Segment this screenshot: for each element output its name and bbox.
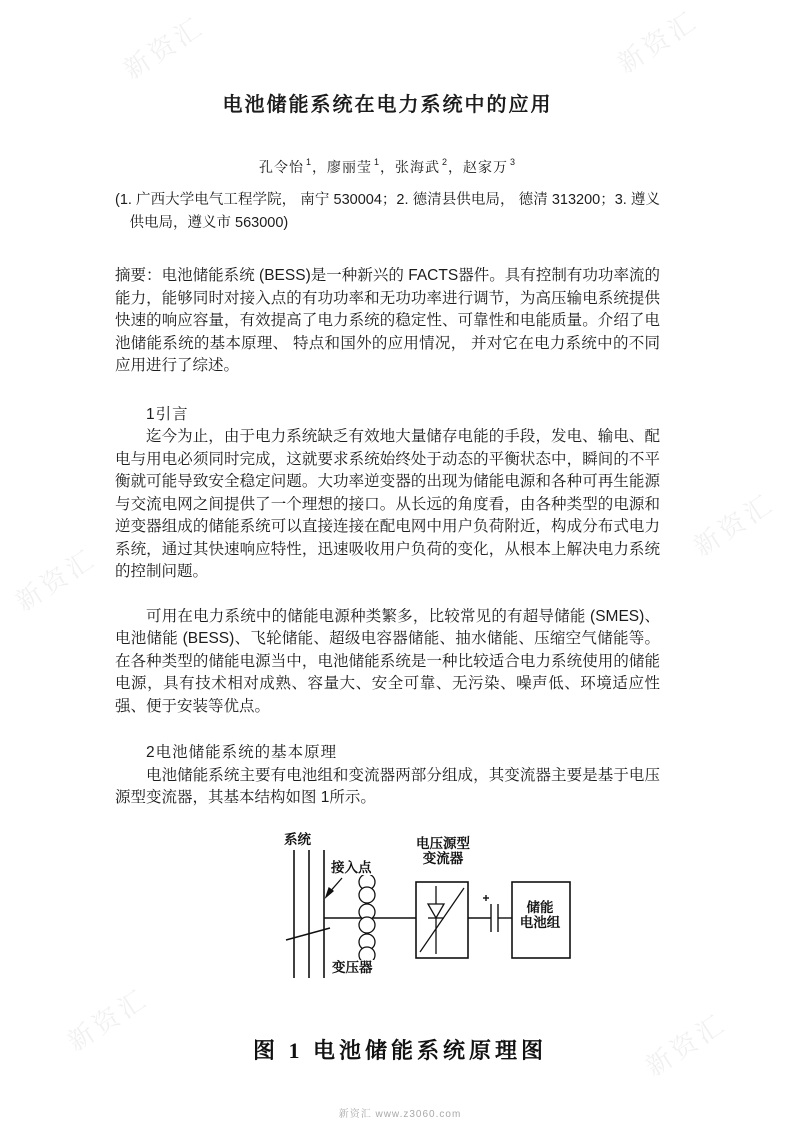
section-1-paragraph-1: 迄今为止，由于电力系统缺乏有效地大量储存电能的手段，发电、输电、配电与用电必须同时完成，这就要求系统始终处于动态的平衡状态中，瞬间的不平衡就可能导致安全稳定问题。大功率逆变器的出现为储能电源和各种可再生能源与交流电网之间提供了一个理想的接口。从长远的角度看，由各种类型的电源和逆变器组成的储能系统可以直接连接在配电网中用户负荷附近，构成分布式电力系统，通过其快速响应特性，迅速吸收用户负荷的变化，从根本上解决电力系统的控制问题。	[115, 428, 660, 580]
figure-label-transformer: 变压器	[332, 959, 373, 975]
watermark: 新资汇	[639, 1007, 732, 1082]
connection-point-arrow	[326, 878, 342, 897]
figure-1-caption: 图 1 电池储能系统原理图	[253, 1037, 548, 1063]
author: 孔令怡 $^1$	[258, 157, 312, 175]
author-sup: 1	[305, 157, 312, 168]
watermark: 新资汇	[61, 982, 154, 1057]
page-content	[115, 88, 660, 1065]
author: 赵家万 $^3$	[463, 157, 517, 175]
section-1-paragraph-2: 可用在电力系统中的储能电源种类繁多，比较常见的有超导储能 (SMES)、电池储能 (BESS)、飞轮储能、超级电容器储能、抽水储能、压缩空气储能等。在各种类型的储能电源当中，电池储能系统是一种比较适合电力系统使用的储能电源，具有技术相对成熟、容量大、安全可靠、无污染、噪声低、环境适应性强、便于安装等优点。	[115, 607, 660, 715]
page-footer: 新资汇 www.z3060.com	[338, 1109, 462, 1120]
author-separator: ，	[380, 159, 395, 175]
author-sup: 3	[510, 157, 517, 168]
watermark: 新资汇	[117, 10, 210, 85]
figure-label-converter	[404, 836, 482, 866]
author-sup: 1	[373, 157, 380, 168]
figure-label-battery-line1: 储能	[526, 899, 554, 915]
watermark: 新资汇	[9, 542, 102, 617]
figure-label-system: 系统	[284, 831, 311, 847]
figure-label-converter-line1: 电压源型	[416, 835, 470, 851]
page-title: 电池储能系统在电力系统中的应用	[222, 94, 553, 116]
converter-box	[416, 882, 468, 958]
section-1-heading: 1引言	[146, 405, 189, 423]
section-2-heading: 2电池储能系统的基本原理	[146, 744, 338, 761]
author: 张海武 $^2$	[395, 157, 449, 175]
author: 廖丽莹 $^1$	[326, 157, 380, 175]
author-sup: 2	[442, 157, 449, 168]
figure-label-converter-line2: 变流器	[422, 850, 464, 866]
author-separator: ，	[311, 159, 327, 175]
transformer-symbol	[359, 874, 375, 963]
affiliation: (1. 广西大学电气工程学院， 南宁 530004；2. 德清县供电局， 德清 313200；3. 遵义 供电局，遵义市 563000)	[115, 192, 660, 231]
abstract: 摘要：电池储能系统 (BESS)是一种新兴的 FACTS器件。具有控制有功功率流的能力，能够同时对接入点的有功功率和无功功率进行调节，为高压输电系统提供快速的响应容量，有效提高了电力系统的稳定性、可靠性和电能质量。介绍了电池储能系统的基本原理、 特点和国外的应用情况， 并对它在电力系统中的不同应用进行了综述。	[115, 267, 660, 374]
figure-label-connection-point: 接入点	[331, 859, 372, 875]
figure-1-diagram	[278, 831, 590, 996]
figure-label-battery	[512, 900, 568, 930]
capacitor-symbol	[468, 895, 512, 932]
watermark: 新资汇	[687, 487, 780, 562]
watermark: 新资汇	[611, 4, 704, 79]
authors-line	[115, 157, 660, 177]
author-separator: ，	[448, 159, 464, 175]
figure-label-battery-line2: 电池组	[519, 914, 561, 930]
section-2-paragraph-1: 电池储能系统主要有电池组和变流器两部分组成，其变流器主要是基于电压源型变流器，其基本结构如图 1所示。	[115, 766, 660, 806]
system-bus-lines	[286, 850, 330, 978]
